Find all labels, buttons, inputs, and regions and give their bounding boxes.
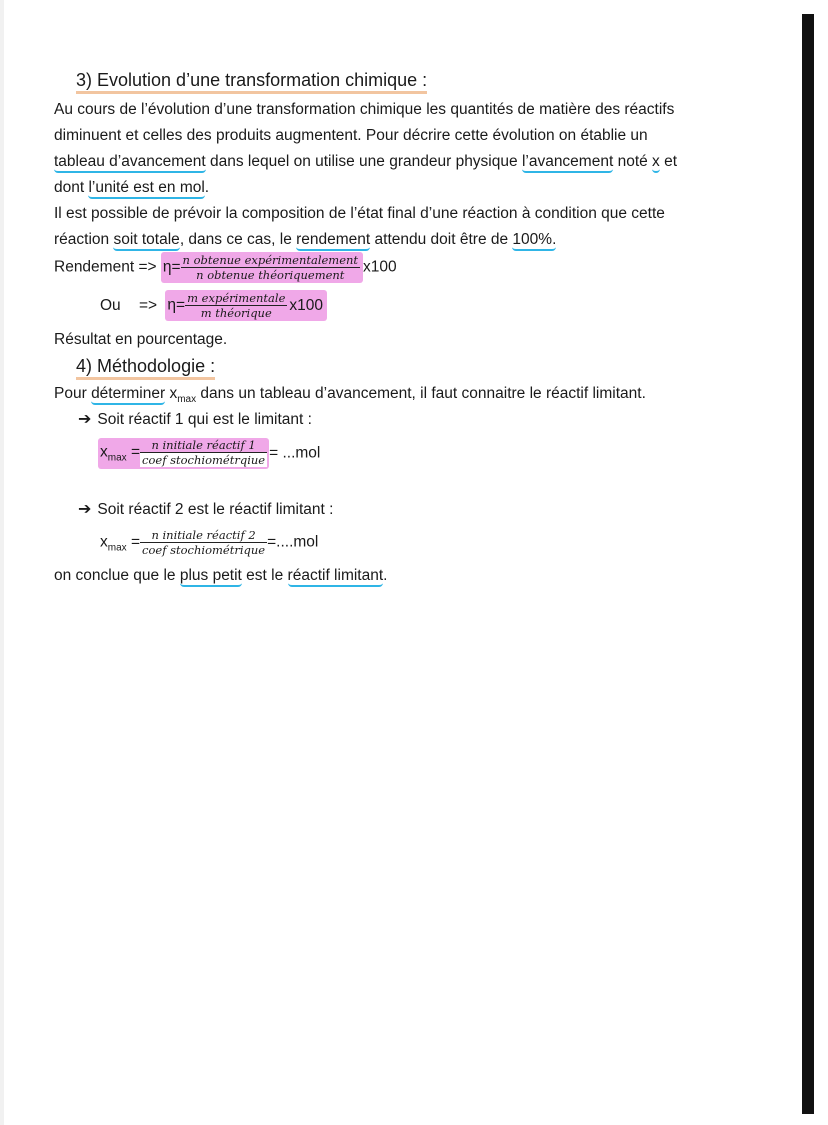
methodology-intro bbox=[54, 384, 646, 410]
fraction-2-denominator: m théorique bbox=[200, 306, 272, 320]
x-symbol: x bbox=[165, 385, 178, 402]
case-2-heading bbox=[78, 500, 333, 520]
fraction-2-numerator: m expérimentale bbox=[187, 291, 286, 305]
text-segment: noté bbox=[613, 153, 653, 170]
x-symbol: x bbox=[100, 533, 108, 551]
paragraph-2-line-2 bbox=[54, 230, 556, 250]
case-2-fraction bbox=[140, 528, 267, 557]
arrow-icon: ➔ bbox=[78, 411, 92, 428]
paragraph-1-line-4 bbox=[54, 178, 209, 198]
eta-symbol: η= bbox=[162, 258, 181, 276]
case-2-result: =....mol bbox=[267, 533, 319, 551]
paragraph-1-line-3 bbox=[54, 152, 677, 172]
case-1-denominator: coef stochiométrqiue bbox=[142, 453, 266, 467]
case-1-highlight bbox=[98, 438, 269, 469]
fraction-1-numerator: n obtenue expérimentalement bbox=[182, 253, 359, 267]
page-left-edge bbox=[0, 0, 4, 1125]
section-3-title bbox=[76, 70, 427, 90]
x-symbol: x bbox=[100, 443, 108, 461]
formula-ou bbox=[100, 290, 327, 321]
case-2-text: Soit réactif 2 est le réactif limitant : bbox=[97, 501, 334, 518]
case-1-result: = ...mol bbox=[269, 444, 321, 462]
section-4-title bbox=[76, 356, 215, 376]
fraction-2 bbox=[185, 291, 287, 320]
formula-2-multiplier: x100 bbox=[289, 296, 324, 314]
term-avancement: l’avancement bbox=[522, 153, 613, 173]
case-1-formula bbox=[98, 438, 320, 469]
equals-sign: = bbox=[130, 533, 141, 551]
conclusion bbox=[54, 566, 387, 586]
fraction-1 bbox=[181, 253, 361, 282]
formula-2-highlight bbox=[165, 290, 327, 321]
term-rendement: rendement bbox=[296, 231, 370, 251]
term-soit-totale: soit totale bbox=[113, 231, 179, 251]
text-segment: , dans ce cas, le bbox=[179, 231, 297, 248]
text-segment: et bbox=[659, 153, 678, 170]
case-1-heading bbox=[78, 410, 312, 430]
text-segment: . bbox=[204, 179, 210, 196]
fraction-1-denominator: n obtenue théoriquement bbox=[196, 268, 345, 282]
paragraph-1-line-1: Au cours de l’évolution d’une transformation chimique les quantités de matière des réactifs bbox=[54, 101, 675, 118]
eta-symbol: η= bbox=[167, 296, 186, 314]
equals-sign: = bbox=[130, 443, 141, 461]
term-determiner: déterminer bbox=[91, 385, 165, 405]
term-x: x bbox=[652, 153, 660, 173]
case-2-denominator: coef stochiométrique bbox=[142, 543, 266, 557]
section-3-title-text: 3) Evolution d’une transformation chimique : bbox=[76, 70, 427, 94]
text-segment: est le bbox=[241, 567, 288, 584]
text-segment: on conclue que le bbox=[54, 567, 180, 584]
formula-rendement bbox=[54, 252, 397, 283]
text-segment: dans un tableau d’avancement, il faut connaitre le réactif limitant. bbox=[196, 385, 646, 402]
x-subscript: max bbox=[177, 394, 197, 406]
term-reactif-limitant: réactif limitant bbox=[288, 567, 384, 587]
formula-1-label: Rendement => bbox=[54, 258, 157, 276]
case-1-text: Soit réactif 1 qui est le limitant : bbox=[97, 411, 312, 428]
term-100-percent: 100%. bbox=[512, 231, 556, 251]
case-2-formula bbox=[100, 528, 318, 559]
case-1-numerator: n initiale réactif 1 bbox=[140, 438, 267, 453]
text-segment: dont bbox=[54, 179, 89, 196]
scan-border bbox=[802, 14, 814, 1114]
text-segment: attendu doit être de bbox=[370, 231, 513, 248]
formula-1-multiplier: x100 bbox=[363, 258, 397, 276]
result-note: Résultat en pourcentage. bbox=[54, 331, 228, 348]
term-unite-mol: l’unité est en mol bbox=[88, 179, 204, 199]
arrow-icon: ➔ bbox=[78, 501, 92, 518]
paragraph-1-line-2: diminuent et celles des produits augmentent. Pour décrire cette évolution on établie un bbox=[54, 127, 648, 144]
text-segment: Pour bbox=[54, 385, 92, 402]
x-subscript: max bbox=[107, 452, 127, 464]
x-subscript: max bbox=[107, 542, 127, 554]
formula-2-label: Ou bbox=[100, 296, 121, 314]
term-tableau-avancement: tableau d’avancement bbox=[54, 153, 206, 173]
section-4-title-text: 4) Méthodologie : bbox=[76, 356, 215, 380]
case-2-numerator: n initiale réactif 2 bbox=[140, 528, 267, 543]
term-plus-petit: plus petit bbox=[180, 567, 242, 587]
case-1-fraction bbox=[140, 438, 267, 467]
text-segment: dans lequel on utilise une grandeur physique bbox=[205, 153, 522, 170]
text-segment: . bbox=[383, 567, 388, 584]
paragraph-2-line-1: Il est possible de prévoir la composition de l’état final d’une réaction à condition que cette bbox=[54, 205, 665, 222]
formula-1-highlight bbox=[161, 252, 363, 283]
formula-2-arrow: => bbox=[139, 296, 158, 314]
text-segment: réaction bbox=[54, 231, 114, 248]
